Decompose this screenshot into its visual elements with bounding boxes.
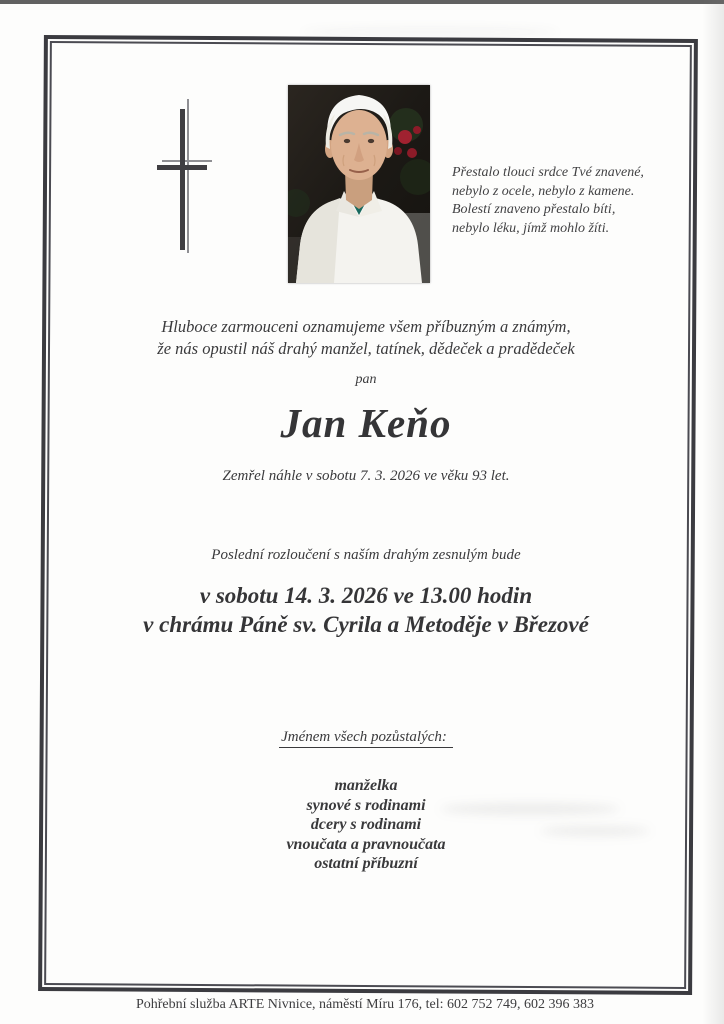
scan-edge-artifact xyxy=(0,0,724,4)
poem-line: nebylo z ocele, nebylo z kamene. xyxy=(452,183,635,199)
announcement-text xyxy=(41,316,691,359)
deceased-name: Jan Keňo xyxy=(280,400,452,446)
funeral-service-footer: Pohřební služba ARTE Nivnice, náměstí Míru 176, tel: 602 752 749, 602 396 383 xyxy=(135,997,594,1012)
cross-thick-horizontal xyxy=(157,165,207,170)
poem-line: Přestalo tlouci srdce Tvé znavené, xyxy=(452,165,644,180)
cross-thin-vertical xyxy=(187,99,189,253)
memorial-poem xyxy=(452,164,662,238)
cross-icon xyxy=(155,97,217,257)
cross-thick-vertical xyxy=(180,109,185,250)
funeral-details xyxy=(41,581,691,639)
funeral-intro: Poslední rozloučení s naším drahým zesnulým bude xyxy=(211,547,521,563)
mourner-item: synové s rodinami xyxy=(306,796,426,814)
scan-shadow-right xyxy=(702,0,724,1024)
mourners-heading-text: Jménem všech pozůstalých: xyxy=(279,729,453,748)
mourner-item: manželka xyxy=(334,777,398,794)
mourners-list xyxy=(41,776,691,874)
mourner-item: vnoučata a pravnoučata xyxy=(286,835,446,853)
scan-smudge xyxy=(300,28,560,36)
poem-line: nebylo léku, jímž mohlo žíti. xyxy=(452,220,610,236)
announcement-line: že nás opustil náš drahý manžel, tatínek, dědeček a pradědeček xyxy=(157,338,575,358)
funeral-location: v chrámu Páně sv. Cyrila a Metoděje v Březové xyxy=(143,612,589,637)
poem-line: Bolestí znaveno přestalo bíti, xyxy=(452,202,616,217)
cross-thin-horizontal xyxy=(162,160,212,162)
announcement-line: Hluboce zarmouceni oznamujeme všem příbuzným a známým, xyxy=(161,317,571,336)
funeral-datetime: v sobotu 14. 3. 2026 ve 13.00 hodin xyxy=(199,583,533,608)
mourner-item: dcery s rodinami xyxy=(310,816,422,833)
death-info: Zemřel náhle v sobotu 7. 3. 2026 ve věku 93 let. xyxy=(222,468,510,484)
mourner-item: ostatní příbuzní xyxy=(314,855,418,872)
mourners-heading xyxy=(41,729,691,746)
portrait-photo xyxy=(288,85,430,283)
salutation: pan xyxy=(355,372,377,387)
